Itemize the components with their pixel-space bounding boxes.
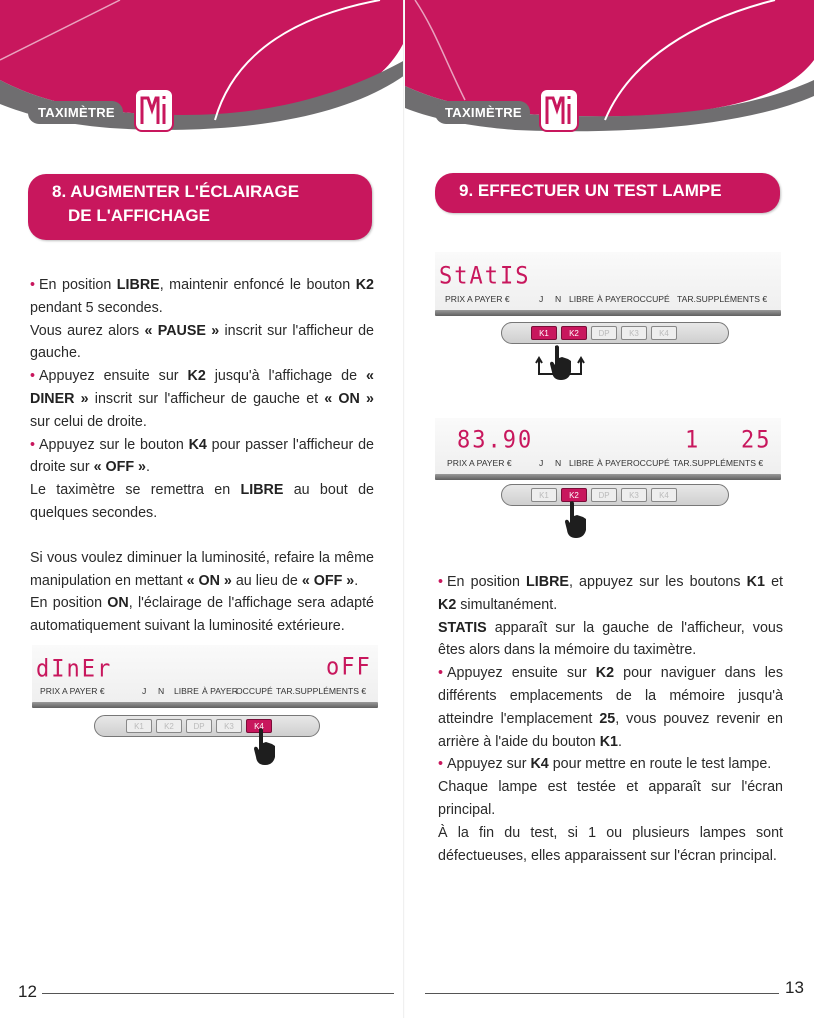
display-labels: PRIX A PAYER € J N LIBRE À PAYER OCCUPÉ TAR.SUPPLÉMENTS € [445,294,768,304]
display-left-digits: StAtIS [439,262,531,291]
paragraph: • Appuyez sur K4 pour mettre en route le test lampe. [438,756,772,773]
key-k3[interactable]: K3 [621,326,647,340]
display-right-digits: oFF [326,653,372,682]
paragraph: Vous aurez alors « PAUSE » inscrit sur l'afficheur de gauche. [30,322,375,362]
footer-rule [425,993,779,994]
paragraph: STATIS apparaît sur la gauche de l'afficheur, vous êtes alors dans la mémoire du taximètre. [438,619,783,659]
section-title-8 [28,174,372,240]
page-right [405,0,814,1018]
pointing-hand-icon [251,727,277,767]
taximetre-label: TAXIMÈTRE [28,101,123,124]
paragraph: En position ON, l'éclairage de l'affichage sera adapté automatiquement suivant la luminosité extérieure. [30,595,375,635]
section-title-line1: 8. AUGMENTER L'ÉCLAIRAGE [52,182,300,201]
key-k2[interactable]: K2 [561,326,587,340]
key-k1[interactable]: K1 [531,488,557,502]
mi-logo [134,88,174,132]
key-k4[interactable]: K4 [651,326,677,340]
display-labels: PRIX A PAYER € J N LIBRE À PAYER OCCUPÉ TAR.SUPPLÉMENTS € [447,458,764,468]
paragraph: À la fin du test, si 1 ou plusieurs lampes sont défectueuses, elles apparaissent sur l'écran principal. [438,824,783,864]
key-k4[interactable]: K4 [246,719,272,733]
footer-rule [42,993,394,994]
page-number: 13 [785,978,804,997]
display-right-digits: 25 [741,426,772,455]
key-k3[interactable]: K3 [621,488,647,502]
key-dp[interactable]: DP [591,326,617,340]
key-k3[interactable]: K3 [216,719,242,733]
key-dp[interactable]: DP [186,719,212,733]
key-k2[interactable]: K2 [156,719,182,733]
paragraph: • En position LIBRE, maintenir enfoncé le bouton K2 pendant 5 secondes. [30,277,374,316]
display-left-digits: 83.90 [457,426,534,455]
double-press-hand-icon [535,340,587,382]
paragraph: • En position LIBRE, appuyez sur les boutons K1 et K2 simultanément. [438,574,783,613]
left-body-text [30,274,374,638]
pointing-hand-icon [562,500,588,540]
section-title-line2: DE L'AFFICHAGE [68,206,210,225]
section-title-9 [435,173,780,213]
paragraph: Si vous voulez diminuer la luminosité, refaire la même manipulation en mettant « ON » au lieu de « OFF ». [30,549,374,589]
taximeter-display-diner [32,645,378,775]
key-k1[interactable]: K1 [531,326,557,340]
paragraph: Chaque lampe est testée et apparaît sur l'écran principal. [438,779,783,818]
display-labels: PRIX A PAYER € J N LIBRE À PAYER OCCUPÉ TAR.SUPPLÉMENTS € [40,686,367,696]
taximeter-display-memory [435,418,781,546]
paragraph: • Appuyez sur le bouton K4 pour passer l'afficheur de droite sur « OFF ». [30,436,374,476]
mi-logo [539,88,579,132]
paragraph: • Appuyez ensuite sur K2 pour naviguer dans les différents emplacements de la mémoire jusqu'à atteindre l'emplacement 25, vous pouvez revenir en arrière à l'aide du bouton K1. [438,665,784,750]
key-k1[interactable]: K1 [126,719,152,733]
right-body-text [438,571,783,867]
taximetre-label: TAXIMÈTRE [435,101,530,124]
paragraph: • Appuyez ensuite sur K2 jusqu'à l'affichage de « DINER » inscrit sur l'afficheur de gauche et « ON » sur celui de droite. [30,368,375,430]
key-k4[interactable]: K4 [651,488,677,502]
paragraph: Le taximètre se remettra en LIBRE au bout de quelques secondes. [30,482,374,521]
taximeter-display-statis [435,252,781,390]
display-left-digits: dInEr [36,655,113,684]
page-number: 12 [18,982,37,1001]
page-left [0,0,405,1018]
key-k2[interactable]: K2 [561,488,587,502]
section-title-text: 9. EFFECTUER UN TEST LAMPE [459,181,722,200]
display-mid-digit: 1 [685,426,701,455]
key-dp[interactable]: DP [591,488,617,502]
